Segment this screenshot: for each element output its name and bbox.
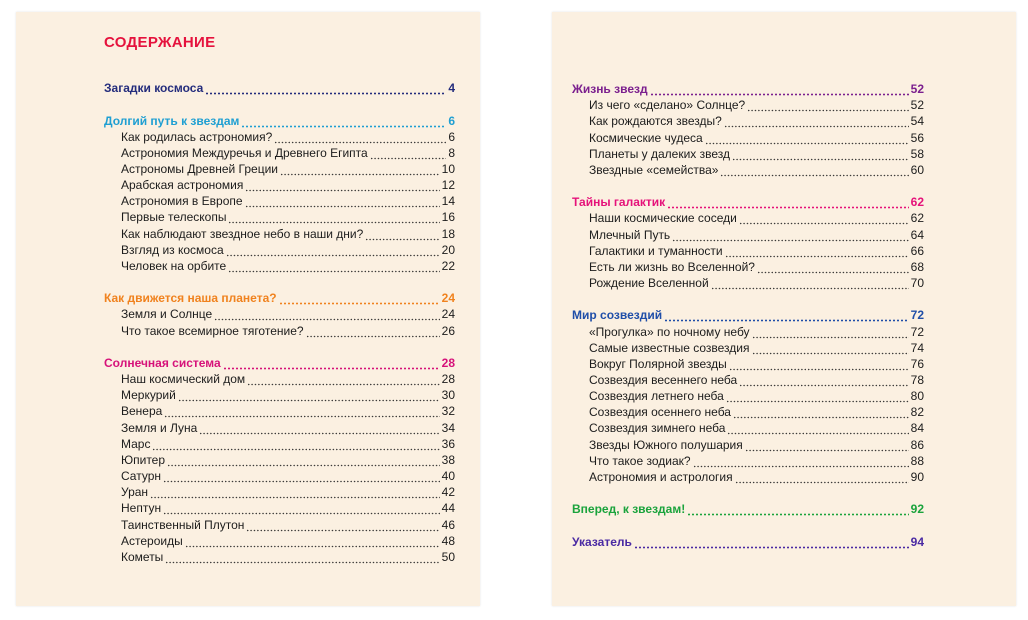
toc-entry-title: Космические чудеса (589, 130, 703, 145)
toc-entry-title: Созвездия весеннего неба (589, 373, 738, 387)
toc-section-title: Жизнь звезд (572, 82, 648, 96)
page-number: 24 (441, 291, 455, 306)
toc-entry-row (104, 499, 455, 515)
toc-entry-title: Меркурий (121, 388, 176, 403)
page-number: 30 (441, 388, 455, 403)
page-number: 48 (441, 533, 455, 548)
page-number: 78 (910, 373, 924, 387)
dot-leader (199, 421, 439, 435)
toc-entry-title: Есть ли жизнь во Вселенной? (589, 259, 755, 274)
page-number: 58 (910, 146, 924, 161)
toc-entry-title: Звезды Южного полушария (589, 437, 743, 452)
toc-entry-title: Астрономы Древней Греции (121, 161, 278, 176)
toc-entry-row (572, 274, 924, 290)
toc-section-row (104, 289, 455, 305)
dot-leader (752, 341, 909, 355)
dot-leader (150, 485, 440, 499)
dot-leader (634, 535, 909, 549)
page-number: 72 (910, 308, 924, 323)
toc-entry-row (104, 241, 455, 257)
page-number: 76 (910, 356, 924, 371)
toc-section-title: Как движется наша планета? (104, 291, 277, 306)
dot-leader (725, 244, 909, 258)
dot-leader (739, 211, 909, 225)
toc-entry-row (572, 419, 924, 435)
toc-entry-row (104, 208, 455, 224)
page-number: 24 (441, 307, 455, 322)
dot-leader (370, 146, 447, 160)
dot-leader (223, 356, 440, 370)
toc-entry-title: Венера (121, 404, 163, 419)
dot-leader (178, 388, 440, 402)
dot-leader (664, 308, 909, 322)
page-number: 52 (910, 98, 924, 113)
toc-entry-title: Созвездия осеннего неба (589, 405, 731, 420)
dot-leader (757, 260, 909, 274)
dot-leader (726, 389, 909, 403)
toc-entry-row (104, 386, 455, 402)
toc-entry-title: Как наблюдают звездное небо в наши дни? (121, 226, 364, 241)
toc-section-row (572, 500, 924, 516)
dot-leader (729, 357, 909, 371)
contents-title: СОДЕРЖАНИЕ (104, 34, 216, 51)
dot-leader (279, 291, 440, 305)
toc-section-row (104, 112, 455, 128)
page-number: 68 (910, 259, 924, 274)
dot-leader (241, 114, 446, 128)
toc-entry-row (572, 468, 924, 484)
toc-entry-row (572, 371, 924, 387)
toc-entry-row (104, 516, 455, 532)
dot-leader (727, 421, 908, 435)
toc-entry-row (572, 403, 924, 419)
toc-entry-row (104, 402, 455, 418)
page-number: 64 (910, 227, 924, 242)
toc-entry-title: Земля и Луна (121, 420, 198, 435)
toc-entry-title: Созвездия летнего неба (589, 389, 724, 404)
toc-entry-title: Вокруг Полярной звезды (589, 356, 727, 371)
toc-section-row (104, 354, 455, 370)
dot-leader (246, 518, 439, 532)
dot-leader (214, 307, 439, 321)
dot-leader (163, 469, 440, 483)
dot-leader (185, 534, 440, 548)
dot-leader (735, 470, 909, 484)
toc-section-title: Указатель (572, 534, 632, 549)
toc-entry-row (104, 176, 455, 192)
toc-section-title: Вперед, к звездам! (572, 502, 686, 517)
page-number: 84 (910, 421, 924, 436)
page-number: 86 (910, 437, 924, 452)
toc-entry-row (104, 257, 455, 273)
toc-section-title: Долгий путь к звездам (104, 113, 240, 128)
dot-leader (693, 454, 909, 468)
toc-entry-row (104, 483, 455, 499)
toc-entry-title: Уран (121, 485, 149, 500)
toc-entry-row (104, 192, 455, 208)
toc-section-row (572, 193, 924, 209)
dot-leader (711, 276, 909, 290)
toc-section-row (572, 533, 924, 549)
toc-entry-row (572, 387, 924, 403)
page-number: 14 (441, 194, 455, 209)
dot-leader (280, 162, 440, 176)
toc-entry-title: Галактики и туманности (589, 243, 723, 258)
dot-leader (733, 405, 909, 419)
toc-entry-title: Нептун (121, 501, 162, 516)
toc-entry-title: Астрономия Междуречья и Древнего Египта (121, 145, 368, 160)
toc-entry-title: Астероиды (121, 533, 183, 548)
toc-section-title: Загадки космоса (104, 81, 204, 95)
page-number: 32 (441, 404, 455, 419)
page-number: 22 (441, 258, 455, 273)
toc-entry-title: Как родилась астрономия? (121, 129, 273, 144)
toc-entry-row (572, 242, 924, 258)
toc-entry-title: Земля и Солнце (121, 307, 213, 322)
toc-entry-title: Звездные «семейства» (589, 162, 719, 177)
toc-section-title: Мир созвездий (572, 308, 663, 323)
page-number: 12 (441, 178, 455, 193)
dot-leader (650, 82, 909, 96)
page-number: 36 (441, 436, 455, 451)
page-number: 44 (441, 501, 455, 516)
page-number: 62 (910, 211, 924, 226)
toc-entry-row (104, 435, 455, 451)
toc-entry-row (572, 209, 924, 225)
left-page (16, 12, 480, 606)
dot-leader (752, 325, 909, 339)
toc-entry-title: «Прогулка» по ночному небу (589, 324, 750, 339)
page-number: 62 (910, 195, 924, 210)
toc-entry-row (572, 355, 924, 371)
page-number: 6 (448, 129, 455, 144)
toc-entry-row (104, 532, 455, 548)
toc-entry-row (104, 467, 455, 483)
page-number: 20 (441, 242, 455, 257)
page-number: 8 (448, 145, 455, 160)
dot-leader (167, 453, 440, 467)
dot-leader (205, 81, 446, 95)
toc-entry-title: Что такое зодиак? (589, 453, 691, 468)
dot-leader (739, 373, 908, 387)
page-number: 28 (441, 356, 455, 370)
page-number: 82 (910, 405, 924, 420)
page-number: 54 (910, 114, 924, 129)
toc-entry-row (572, 339, 924, 355)
toc-entry-title: Сатурн (121, 469, 162, 483)
dot-leader (152, 437, 439, 451)
dot-leader (732, 147, 909, 161)
toc-entry-title: Первые телескопы (121, 210, 227, 225)
toc-entry-row (572, 96, 924, 112)
toc-entry-title: Млечный Путь (589, 227, 671, 242)
page-number: 88 (910, 453, 924, 468)
page-number: 90 (910, 469, 924, 484)
toc-entry-title: Человек на орбите (121, 258, 227, 273)
toc-entry-row (104, 128, 455, 144)
page-number: 38 (441, 452, 455, 467)
page-number: 10 (441, 161, 455, 176)
page-number: 70 (910, 276, 924, 290)
page-number: 80 (910, 389, 924, 404)
dot-leader (274, 130, 446, 144)
toc-entry-title: Таинственный Плутон (121, 517, 245, 532)
dot-leader (720, 163, 908, 177)
page-number: 4 (448, 81, 455, 95)
toc-entry-row (104, 419, 455, 435)
dot-leader (365, 227, 439, 241)
page-number: 94 (910, 534, 924, 549)
toc-entry-title: Арабская астрономия (121, 178, 244, 193)
toc-section-row (572, 80, 924, 96)
toc-entry-title: Юпитер (121, 452, 166, 467)
page-number: 26 (441, 323, 455, 338)
page-number: 72 (910, 324, 924, 339)
toc-entry-title: Марс (121, 436, 151, 451)
dot-leader (247, 372, 439, 386)
toc-entry-row (572, 145, 924, 161)
page-number: 28 (441, 372, 455, 387)
page-number: 56 (910, 130, 924, 145)
dot-leader (306, 324, 440, 338)
dot-leader (226, 243, 440, 257)
toc-section-title: Тайны галактик (572, 195, 666, 210)
toc-entry-title: Наши космические соседи (589, 211, 737, 226)
toc-entry-row (572, 161, 924, 177)
dot-leader (747, 98, 908, 112)
page-number: 18 (441, 226, 455, 241)
dot-leader (745, 438, 909, 452)
dot-leader (245, 194, 440, 208)
toc-entry-row (104, 305, 455, 321)
page-number: 60 (910, 162, 924, 177)
page-number: 16 (441, 210, 455, 225)
toc-entry-title: Взгляд из космоса (121, 242, 224, 257)
page-number: 74 (910, 340, 924, 355)
toc-entry-title: Самые известные созвездия (589, 340, 750, 355)
page-number: 34 (441, 420, 455, 435)
dot-leader (228, 210, 439, 224)
toc-entry-row (104, 548, 455, 564)
dot-leader (245, 178, 439, 192)
toc-entry-row (104, 160, 455, 176)
toc-section-row (104, 79, 455, 95)
right-page (552, 12, 1016, 606)
toc-entry-title: Из чего «сделано» Солнце? (589, 98, 746, 113)
toc-entry-row (104, 451, 455, 467)
toc-entry-title: Созвездия зимнего неба (589, 421, 726, 436)
dot-leader (228, 259, 439, 273)
page-number: 52 (910, 82, 924, 96)
toc-entry-row (104, 370, 455, 386)
dot-leader (672, 228, 908, 242)
page-number: 66 (910, 243, 924, 258)
dot-leader (163, 501, 440, 515)
dot-leader (667, 195, 908, 209)
page-number: 50 (441, 549, 455, 564)
page-number: 40 (441, 469, 455, 483)
toc-entry-row (572, 129, 924, 145)
toc-section-row (572, 306, 924, 322)
toc-entry-row (572, 258, 924, 274)
toc-entry-row (572, 323, 924, 339)
toc-entry-title: Наш космический дом (121, 372, 246, 387)
toc-entry-title: Астрономия в Европе (121, 194, 243, 209)
dot-leader (164, 404, 439, 418)
dot-leader (165, 550, 439, 564)
toc-entry-row (104, 144, 455, 160)
toc-entry-title: Что такое всемирное тяготение? (121, 323, 304, 338)
toc-entry-title: Астрономия и астрология (589, 469, 733, 484)
toc-entry-row (104, 322, 455, 338)
toc-section-title: Солнечная система (104, 356, 221, 370)
dot-leader (705, 131, 909, 145)
toc-entry-title: Планеты у далеких звезд (589, 146, 731, 161)
page-number: 46 (441, 517, 455, 532)
toc-entry-row (572, 226, 924, 242)
page-number: 42 (441, 485, 455, 500)
toc-entry-title: Как рождаются звезды? (589, 114, 722, 129)
toc-entry-row (572, 436, 924, 452)
page-number: 6 (448, 113, 455, 128)
toc-entry-row (572, 452, 924, 468)
dot-leader (724, 114, 909, 128)
toc-entry-row (104, 225, 455, 241)
page-number: 92 (910, 502, 924, 517)
toc-entry-row (572, 112, 924, 128)
toc-entry-title: Кометы (121, 549, 164, 564)
toc-entry-title: Рождение Вселенной (589, 276, 709, 290)
dot-leader (687, 502, 908, 516)
